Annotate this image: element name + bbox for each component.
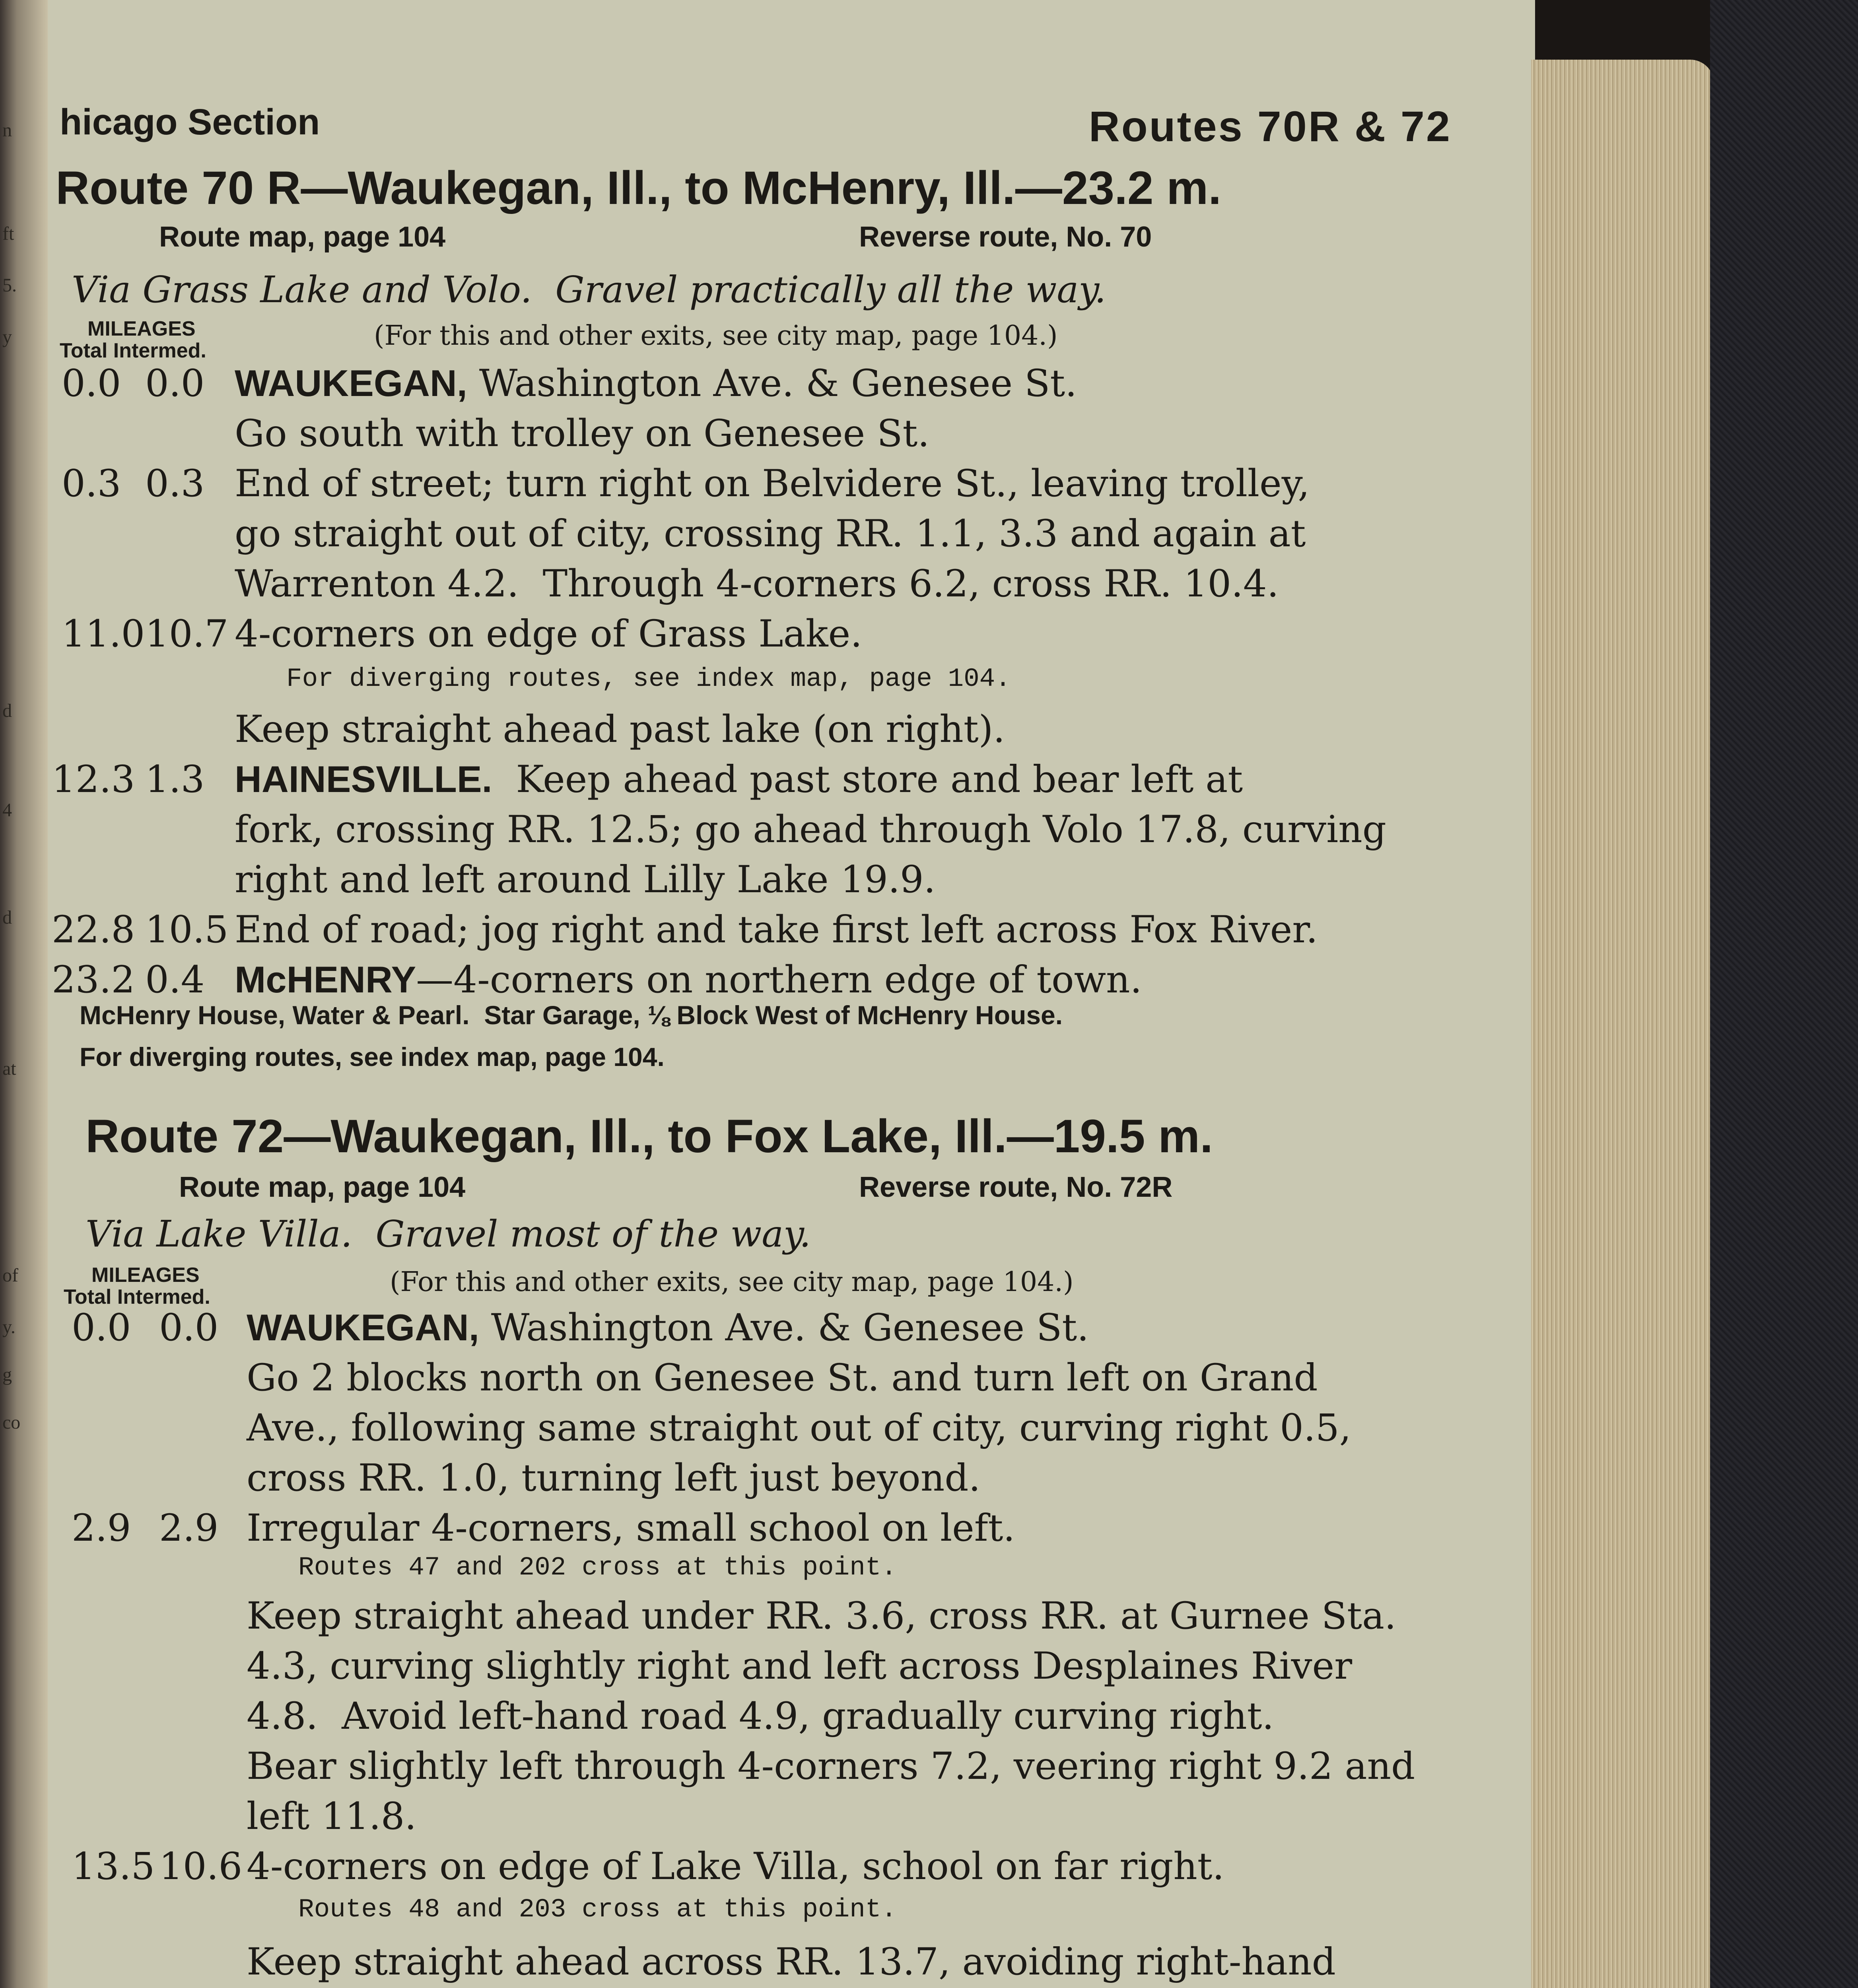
book-gutter [0, 0, 48, 1988]
route-70r-title: Route 70 R—Waukegan, Ill., to McHenry, Ill.—23.2 m. [56, 162, 1221, 214]
direction-detail: Keep straight ahead under RR. 3.6, cross RR. at Gurnee Sta. [247, 1594, 1396, 1638]
intermediate-mileage: 0.0 [145, 362, 205, 405]
direction-text [235, 708, 1005, 751]
direction-text [247, 1745, 1415, 1788]
direction-text [235, 808, 1386, 851]
intermediate-mileage: 10.5 [145, 908, 229, 951]
direction-detail: Go 2 blocks north on Genesee St. and turn left on Grand [247, 1356, 1318, 1400]
route-70r-note: For diverging routes, see index map, page 104. [286, 664, 1011, 694]
direction-text [247, 1594, 1396, 1638]
total-mileage: 11.0 [62, 612, 145, 656]
direction-text [235, 908, 1318, 951]
direction-text [235, 512, 1306, 555]
route-72-title: Route 72—Waukegan, Ill., to Fox Lake, Ill.—19.5 m. [86, 1110, 1213, 1163]
direction-text [247, 1356, 1318, 1400]
gutter-fragment: g [2, 1364, 12, 1385]
intermediate-mileage: 10.6 [159, 1845, 243, 1888]
direction-text [235, 562, 1279, 606]
direction-text [247, 1507, 1015, 1550]
total-mileage: 23.2 [52, 958, 135, 1002]
direction-detail: Go south with trolley on Genesee St. [235, 412, 930, 455]
direction-text [247, 1695, 1274, 1738]
route-72-via: Via Lake Villa. Gravel most of the way. [86, 1213, 811, 1255]
direction-text [235, 958, 1142, 1002]
direction-text [247, 1795, 416, 1838]
direction-detail: left 11.8. [247, 1795, 417, 1838]
direction-text [247, 1644, 1352, 1688]
direction-detail: Keep ahead past store and bear left at [492, 758, 1243, 801]
direction-detail: Bear slightly left through 4-corners 7.2, veering right 9.2 and [247, 1745, 1415, 1788]
direction-detail: right and left around Lilly Lake 19.9. [235, 858, 936, 901]
direction-text [247, 1940, 1336, 1984]
gutter-fragment: of [2, 1265, 18, 1286]
gutter-fragment: n [2, 120, 12, 141]
direction-text [247, 1845, 1224, 1888]
gutter-fragment: y [2, 326, 12, 348]
direction-text [235, 412, 929, 455]
direction-detail: 4.8. Avoid left-hand road 4.9, gradually curving right. [247, 1695, 1274, 1738]
total-mileage: 0.0 [62, 362, 121, 405]
place-name: WAUKEGAN, [235, 362, 467, 404]
direction-text [235, 858, 936, 901]
direction-text [247, 1456, 980, 1500]
route-70r-via: Via Grass Lake and Volo. Gravel practically all the way. [72, 268, 1106, 311]
intermediate-mileage: 1.3 [145, 758, 205, 801]
gutter-fragment: 4 [2, 800, 12, 821]
direction-detail: go straight out of city, crossing RR. 1.1, 3.3 and again at [235, 512, 1306, 555]
direction-text [235, 612, 862, 656]
intermediate-mileage: 0.0 [159, 1306, 219, 1349]
intermediate-mileage: 10.7 [145, 612, 229, 656]
book-cover [1710, 0, 1858, 1988]
route-72-mileages: MILEAGES Total Intermed. [64, 1264, 210, 1309]
place-name: HAINESVILLE. [235, 758, 492, 800]
route-70r-mileages: MILEAGES Total Intermed. [60, 317, 206, 362]
direction-detail: 4.3, curving slightly right and left across Desplaines River [247, 1644, 1353, 1688]
route-72-reverse: Reverse route, No. 72R [859, 1171, 1173, 1203]
total-mileage: 22.8 [52, 908, 135, 951]
direction-detail: Irregular 4-corners, small school on left. [247, 1507, 1015, 1550]
gutter-fragment: at [2, 1058, 16, 1079]
intermediate-mileage: 2.9 [159, 1507, 219, 1550]
page-edges [1531, 60, 1714, 1988]
gutter-fragment: 5. [2, 275, 17, 296]
total-mileage: 13.5 [72, 1845, 155, 1888]
direction-detail: cross RR. 1.0, turning left just beyond. [247, 1456, 981, 1500]
route-70r-diverging-note: For diverging routes, see index map, page 104. [80, 1042, 665, 1072]
place-name: WAUKEGAN, [247, 1307, 479, 1348]
direction-detail: —4-corners on northern edge of town. [416, 958, 1142, 1002]
gutter-fragment: co [2, 1412, 21, 1433]
route-70r-hotel-note: McHenry House, Water & Pearl. Star Garage, ⅛ Block West of McHenry House. [80, 1000, 1063, 1030]
gutter-fragment: y. [2, 1316, 16, 1338]
direction-detail: Warrenton 4.2. Through 4-corners 6.2, cross RR. 10.4. [235, 562, 1279, 606]
gutter-fragment: ft [2, 223, 14, 244]
route-72-exits: (For this and other exits, see city map, page 104.) [390, 1266, 1074, 1298]
direction-detail: End of road; jog right and take first left across Fox River. [235, 908, 1318, 951]
direction-detail: Keep straight ahead across RR. 13.7, avoiding right-hand [247, 1940, 1336, 1984]
intermediate-mileage: 0.4 [145, 958, 205, 1002]
route-72-note-2: Routes 48 and 203 cross at this point. [298, 1895, 897, 1924]
route-70r-exits: (For this and other exits, see city map, page 104.) [374, 320, 1058, 351]
gutter-fragment: d [2, 907, 12, 928]
total-mileage: 2.9 [72, 1507, 131, 1550]
direction-detail: Keep straight ahead past lake (on right). [235, 708, 1005, 751]
direction-text [247, 1306, 1089, 1349]
direction-detail: Washington Ave. & Genesee St. [479, 1306, 1089, 1349]
section-header: hicago Section [60, 102, 320, 142]
route-72-map: Route map, page 104 [179, 1171, 466, 1203]
direction-detail: 4-corners on edge of Grass Lake. [235, 612, 863, 656]
direction-detail: Washington Ave. & Genesee St. [467, 362, 1077, 405]
direction-detail: 4-corners on edge of Lake Villa, school on far right. [247, 1845, 1224, 1888]
total-mileage: 0.3 [62, 462, 121, 505]
route-70r-map: Route map, page 104 [159, 221, 446, 253]
route-70r-reverse: Reverse route, No. 70 [859, 221, 1152, 253]
route-72-note-1: Routes 47 and 202 cross at this point. [298, 1553, 897, 1582]
place-name: McHENRY [235, 959, 416, 1000]
total-mileage: 0.0 [72, 1306, 131, 1349]
direction-detail: Ave., following same straight out of city, curving right 0.5, [247, 1406, 1351, 1450]
direction-text [235, 758, 1243, 801]
gutter-fragment: d [2, 700, 12, 721]
routes-header: Routes 70R & 72 [1088, 102, 1452, 150]
total-mileage: 12.3 [52, 758, 135, 801]
direction-detail: End of street; turn right on Belvidere St., leaving trolley, [235, 462, 1310, 505]
direction-detail: fork, crossing RR. 12.5; go ahead through Volo 17.8, curving [235, 808, 1386, 851]
intermediate-mileage: 0.3 [145, 462, 205, 505]
direction-text [247, 1406, 1351, 1450]
direction-text [235, 462, 1310, 505]
direction-text [235, 362, 1077, 405]
